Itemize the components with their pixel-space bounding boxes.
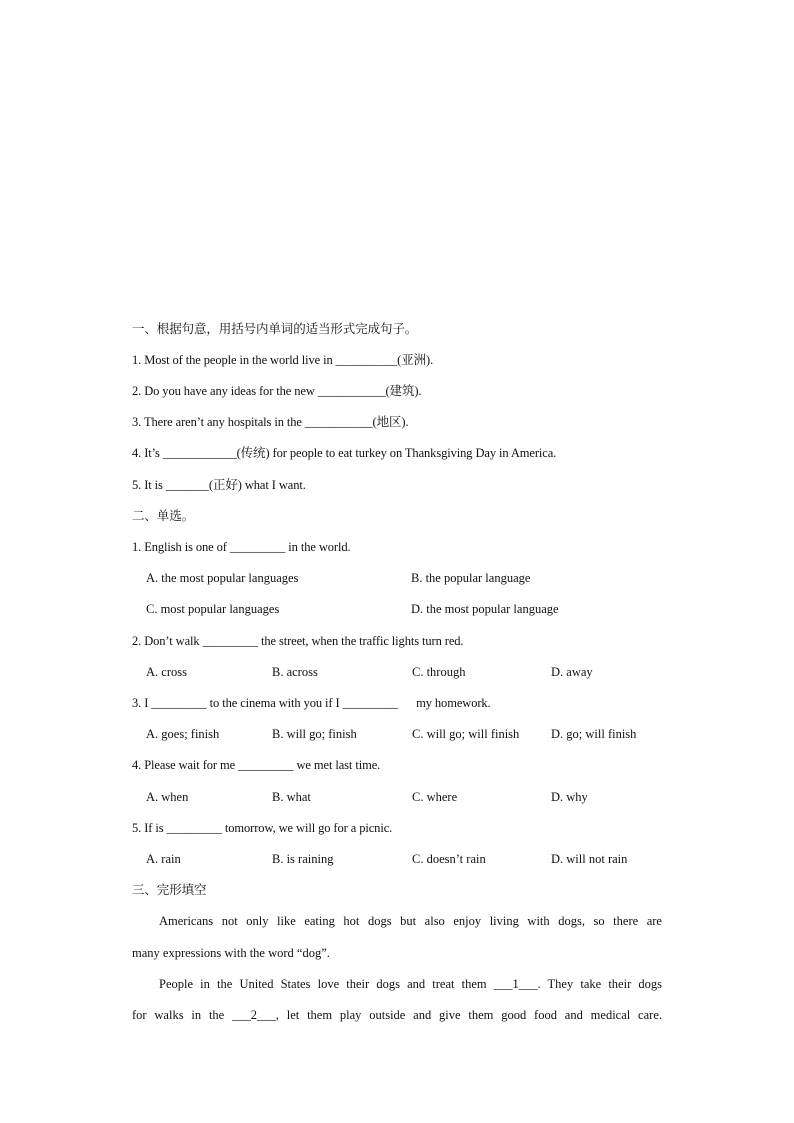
s1-item-5: 5. It is _______(正好) what I want. <box>132 478 306 492</box>
cloze-para2-line2: for walks in the ___2___, let them play outside and give them good food and medical care. <box>132 1008 662 1022</box>
q2-option-a: A. cross <box>146 665 187 679</box>
q2-stem: 2. Don’t walk _________ the street, when the traffic lights turn red. <box>132 634 464 648</box>
s1-item-3: 3. There aren’t any hospitals in the ___________(地区). <box>132 415 409 429</box>
q3-option-d: D. go; will finish <box>551 727 637 741</box>
q2-option-d: D. away <box>551 665 593 679</box>
q1-option-b: B. the popular language <box>411 571 531 585</box>
q5-option-d: D. will not rain <box>551 852 628 866</box>
section2-heading: 二、单选。 <box>132 508 195 523</box>
s1-item-2: 2. Do you have any ideas for the new ___________(建筑). <box>132 384 422 398</box>
q1-option-a: A. the most popular languages <box>146 571 299 585</box>
q4-stem: 4. Please wait for me _________ we met last time. <box>132 758 381 772</box>
section3-heading: 三、完形填空 <box>132 882 207 897</box>
q5-option-b: B. is raining <box>272 852 334 866</box>
cloze-para1-line2: many expressions with the word “dog”. <box>132 946 330 960</box>
q3-option-a: A. goes; finish <box>146 727 220 741</box>
s1-item-1: 1. Most of the people in the world live in __________(亚洲). <box>132 353 434 367</box>
q3-option-c: C. will go; will finish <box>412 727 520 741</box>
cloze-para2-line1: People in the United States love their dogs and treat them ___1___. They take their dogs <box>159 977 662 991</box>
q4-option-b: B. what <box>272 790 311 804</box>
q1-stem: 1. English is one of _________ in the world. <box>132 540 351 554</box>
q1-option-d: D. the most popular language <box>411 602 559 616</box>
section1-heading: 一、根据句意，用括号内单词的适当形式完成句子。 <box>132 321 418 336</box>
q4-option-c: C. where <box>412 790 458 804</box>
q3-option-b: B. will go; finish <box>272 727 357 741</box>
q5-stem: 5. If is _________ tomorrow, we will go for a picnic. <box>132 821 393 835</box>
q4-option-d: D. why <box>551 790 588 804</box>
q5-option-a: A. rain <box>146 852 181 866</box>
q2-option-c: C. through <box>412 665 466 679</box>
q5-option-c: C. doesn’t rain <box>412 852 486 866</box>
q3-stem: 3. I _________ to the cinema with you if I _________ my homework. <box>132 696 491 710</box>
q1-option-c: C. most popular languages <box>146 602 280 616</box>
s1-item-4: 4. It’s ____________(传统) for people to eat turkey on Thanksgiving Day in America. <box>132 446 557 460</box>
q2-option-b: B. across <box>272 665 318 679</box>
cloze-para1-line1: Americans not only like eating hot dogs but also enjoy living with dogs, so there are <box>159 914 662 928</box>
q4-option-a: A. when <box>146 790 189 804</box>
